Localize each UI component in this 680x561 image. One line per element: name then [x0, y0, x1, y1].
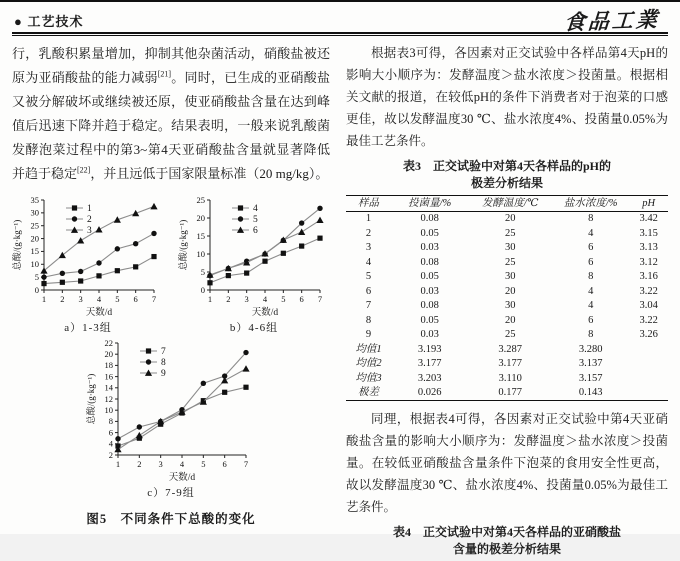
svg-text:5: 5: [200, 266, 205, 277]
table-cell: 8: [588, 329, 594, 340]
table-cell: 3.193: [417, 343, 442, 355]
svg-text:10: 10: [196, 248, 205, 259]
table-cell: 极差: [358, 387, 380, 398]
table3-body: [346, 211, 668, 401]
svg-text:25: 25: [196, 194, 205, 205]
chart-c-groups-7-9: [86, 337, 256, 500]
svg-text:总酸/(g·kg⁻¹): 总酸/(g·kg⁻¹): [12, 219, 22, 271]
table-cell: 25: [504, 256, 516, 268]
table-cell: 均值1: [355, 343, 382, 355]
chart-b-caption: b）4-6组: [229, 322, 279, 334]
svg-text:天数/d: 天数/d: [168, 473, 196, 483]
svg-text:4: 4: [253, 204, 258, 214]
right-column: [346, 42, 668, 561]
svg-text:10: 10: [30, 259, 39, 270]
svg-text:35: 35: [30, 194, 39, 205]
svg-text:15: 15: [30, 246, 39, 257]
table-header-cell: 盐水浓度/%: [563, 197, 618, 209]
table-cell: 0.03: [420, 329, 439, 340]
svg-text:6: 6: [299, 294, 304, 304]
charts-row-top: [12, 194, 330, 335]
svg-text:总酸/(g·kg⁻¹): 总酸/(g·kg⁻¹): [86, 373, 96, 425]
table-cell: 4: [365, 256, 372, 268]
table3-title-line1: 表3 正交试验中对第4天各样品的pH的: [402, 159, 611, 173]
svg-text:7: 7: [161, 347, 166, 357]
svg-text:5: 5: [201, 459, 206, 469]
svg-text:天数/d: 天数/d: [251, 308, 279, 318]
svg-text:0: 0: [34, 284, 39, 295]
table-cell: [629, 342, 668, 357]
svg-text:12: 12: [104, 393, 113, 404]
svg-text:5: 5: [115, 294, 120, 304]
table-row: [346, 226, 668, 241]
table-summary-row: [346, 371, 668, 386]
table-cell: 3.177: [498, 358, 523, 369]
table-cell: 0.143: [578, 387, 603, 398]
svg-text:25: 25: [30, 220, 39, 231]
svg-text:6: 6: [108, 427, 113, 438]
svg-text:0: 0: [200, 284, 205, 295]
table-cell: 3.12: [639, 256, 658, 268]
svg-text:1: 1: [115, 459, 121, 469]
table-cell: 均值3: [355, 372, 382, 384]
svg-text:2: 2: [87, 215, 92, 225]
chart-c-plot: [86, 337, 256, 483]
table-row: [346, 211, 668, 226]
svg-text:9: 9: [161, 369, 166, 379]
svg-text:4: 4: [108, 438, 113, 449]
table-row: [346, 255, 668, 270]
table-cell: 4: [588, 285, 594, 297]
svg-text:5: 5: [253, 215, 258, 225]
paragraph-text: 。同时，已生成的亚硝酸盐又被分解破坏或继续被还原，使亚硝酸盐含量在达到峰值后迅速下降并趋于稳定。结果表明，一般来说乳酸菌发酵泡菜过程中的第3~第4天亚硝酸盐含量就显著降低并趋于稳定: [12, 70, 330, 181]
table-summary-row: [346, 386, 668, 401]
svg-text:2: 2: [137, 459, 142, 469]
svg-text:20: 20: [30, 233, 39, 244]
table-cell: 0.08: [420, 300, 439, 311]
svg-text:15: 15: [196, 230, 205, 241]
table-header-cell: 投菌量/%: [408, 197, 452, 209]
table-cell: 8: [365, 314, 372, 326]
svg-text:1: 1: [41, 294, 47, 304]
svg-text:14: 14: [104, 382, 113, 393]
table-header-cell: pH: [642, 197, 656, 209]
table-cell: 4: [588, 227, 594, 239]
table-cell: 0.026: [417, 387, 442, 398]
svg-text:20: 20: [104, 349, 113, 359]
chart-b-groups-4-6: [178, 194, 330, 335]
svg-text:22: 22: [104, 337, 113, 348]
table-row: [346, 299, 668, 314]
table-cell: 3.15: [639, 227, 658, 239]
svg-text:18: 18: [104, 360, 113, 371]
table-header-cell: 发酵温度/℃: [481, 197, 539, 209]
table-row: [346, 241, 668, 256]
page-header: [12, 2, 668, 35]
table-header-row: [346, 196, 668, 212]
table4-title-line1: 表4 正交试验中对第4天各样品的亚硝酸盐: [392, 525, 621, 539]
body-paragraph-right-1: 根据表3可得，各因素对正交试验中各样品第4天pH的影响大小顺序为：发酵温度＞盐水浓度＞投菌量。根据相关文献的报道，在较低pH的条件下消费者对于泡菜的口感更佳，故以发酵温度30 ℃、盐水浓度4%、投菌量0.05%为最佳工艺条件。: [346, 46, 668, 148]
svg-text:5: 5: [281, 294, 286, 304]
svg-text:4: 4: [262, 294, 268, 304]
charts-row-bottom: [12, 337, 330, 500]
svg-text:8: 8: [108, 416, 113, 427]
table-cell: 3.22: [639, 314, 658, 326]
citation-ref-21: [21]: [157, 69, 172, 79]
table-cell: 20: [504, 285, 516, 297]
svg-text:3: 3: [78, 294, 83, 304]
table-cell: 4: [588, 300, 594, 311]
table-cell: [629, 357, 668, 372]
table-cell: 0.05: [420, 227, 439, 239]
table-cell: 30: [504, 271, 516, 282]
paragraph-text: 行，乳酸积累量增加，抑制其他杂菌活动，硝酸盐被还原为亚硝酸盐的能力减弱: [12, 46, 330, 85]
svg-text:1: 1: [207, 294, 213, 304]
svg-text:2: 2: [108, 449, 113, 460]
table-cell: 20: [504, 314, 516, 326]
table-cell: 0.03: [420, 242, 439, 253]
table-cell: 3.280: [578, 343, 603, 355]
two-column-layout: [12, 42, 668, 561]
table-cell: 3.16: [639, 271, 658, 282]
section-label: ● 工艺技术: [14, 14, 84, 29]
table-cell: 3.137: [578, 358, 603, 369]
table-cell: 0.05: [420, 271, 439, 282]
svg-text:20: 20: [196, 212, 205, 223]
svg-text:7: 7: [151, 294, 157, 304]
svg-text:2: 2: [60, 294, 65, 304]
svg-text:30: 30: [30, 207, 39, 218]
table-cell: 3.157: [578, 372, 603, 384]
table4-title: [346, 524, 668, 558]
table-cell: 0.177: [498, 387, 523, 398]
table-cell: 9: [365, 329, 372, 340]
table3-head: [346, 196, 668, 212]
table-row: [346, 313, 668, 328]
table-cell: 1: [365, 213, 372, 224]
table-summary-row: [346, 357, 668, 372]
chart-a-groups-1-3: [12, 194, 164, 335]
svg-text:16: 16: [104, 371, 113, 382]
table-cell: 25: [504, 329, 516, 340]
table-cell: 3.13: [639, 242, 658, 253]
table-cell: [629, 386, 668, 401]
table-cell: 6: [588, 314, 594, 326]
svg-text:天数/d: 天数/d: [85, 308, 113, 318]
svg-text:6: 6: [253, 226, 258, 236]
svg-text:3: 3: [87, 226, 92, 236]
table-cell: 8: [588, 213, 594, 224]
table-cell: 7: [365, 300, 372, 311]
body-paragraph-left: [12, 42, 330, 186]
svg-text:总酸/(g·kg⁻¹): 总酸/(g·kg⁻¹): [178, 219, 188, 271]
body-paragraph-right-2: 同理，根据表4可得，各因素对正交试验中第4天亚硝酸盐含量的影响大小顺序为：发酵温度＞盐水浓度＞投菌量。在较低亚硝酸盐含量条件下泡菜的食用安全性更高，故以发酵温度30 ℃、盐水浓度4%、投菌量0.05%为最佳工艺条件。: [346, 412, 668, 514]
left-column: [12, 42, 330, 561]
svg-text:8: 8: [161, 358, 166, 368]
svg-text:3: 3: [158, 459, 163, 469]
table-header-cell: 样品: [358, 197, 380, 209]
table3-title: [346, 158, 668, 192]
table-cell: [629, 371, 668, 386]
table-cell: 6: [365, 285, 372, 297]
table-cell: 0.03: [420, 285, 439, 297]
svg-text:1: 1: [87, 204, 92, 214]
table-row: [346, 328, 668, 343]
table-cell: 3.177: [417, 358, 442, 369]
svg-text:7: 7: [243, 459, 249, 469]
svg-text:3: 3: [244, 294, 249, 304]
table3-title-line2: 极差分析结果: [470, 176, 543, 190]
journal-logo: 食品工業: [563, 7, 661, 35]
table-cell: 2: [365, 227, 372, 239]
svg-text:4: 4: [179, 459, 185, 469]
table3-ph-range-analysis: [346, 195, 668, 401]
table-row: [346, 284, 668, 299]
table-cell: 0.05: [420, 314, 439, 326]
figure5-caption: 图5 不同条件下总酸的变化: [86, 512, 256, 526]
table-cell: 3.04: [639, 300, 658, 311]
table-cell: 30: [504, 300, 516, 311]
table-cell: 3.26: [639, 329, 658, 340]
svg-text:5: 5: [34, 271, 39, 282]
table-cell: 0.08: [420, 256, 439, 268]
chart-c-caption: c）7-9组: [147, 487, 195, 499]
table-cell: 3: [365, 242, 372, 253]
table-row: [346, 270, 668, 285]
table-cell: 6: [588, 242, 594, 253]
table-cell: 3.110: [498, 372, 522, 384]
chart-b-plot: [178, 194, 330, 318]
table-cell: 3.22: [639, 285, 658, 297]
table-cell: 均值2: [355, 358, 382, 369]
table-cell: 3.42: [639, 213, 658, 224]
citation-ref-22: [22]: [77, 165, 91, 175]
svg-text:6: 6: [133, 294, 138, 304]
table-cell: 3.203: [417, 372, 442, 384]
table-cell: 6: [588, 256, 594, 268]
table-cell: 3.287: [498, 343, 523, 355]
svg-text:6: 6: [222, 459, 227, 469]
table-cell: 25: [504, 227, 516, 239]
table-cell: 30: [504, 242, 516, 253]
table-cell: 20: [504, 213, 516, 224]
table-cell: 0.08: [420, 213, 439, 224]
table4-title-line2: 含量的极差分析结果: [452, 542, 561, 556]
table-cell: 8: [588, 271, 594, 282]
table-cell: 5: [365, 271, 372, 282]
svg-text:7: 7: [317, 294, 323, 304]
svg-text:2: 2: [226, 294, 231, 304]
chart-a-caption: a）1-3组: [64, 322, 112, 334]
paragraph-text: ，并且远低于国家限量标准（20 mg/kg）。: [90, 166, 329, 181]
svg-text:10: 10: [104, 405, 113, 415]
chart-a-plot: [12, 194, 164, 318]
table-summary-row: [346, 342, 668, 357]
svg-text:4: 4: [96, 294, 102, 304]
